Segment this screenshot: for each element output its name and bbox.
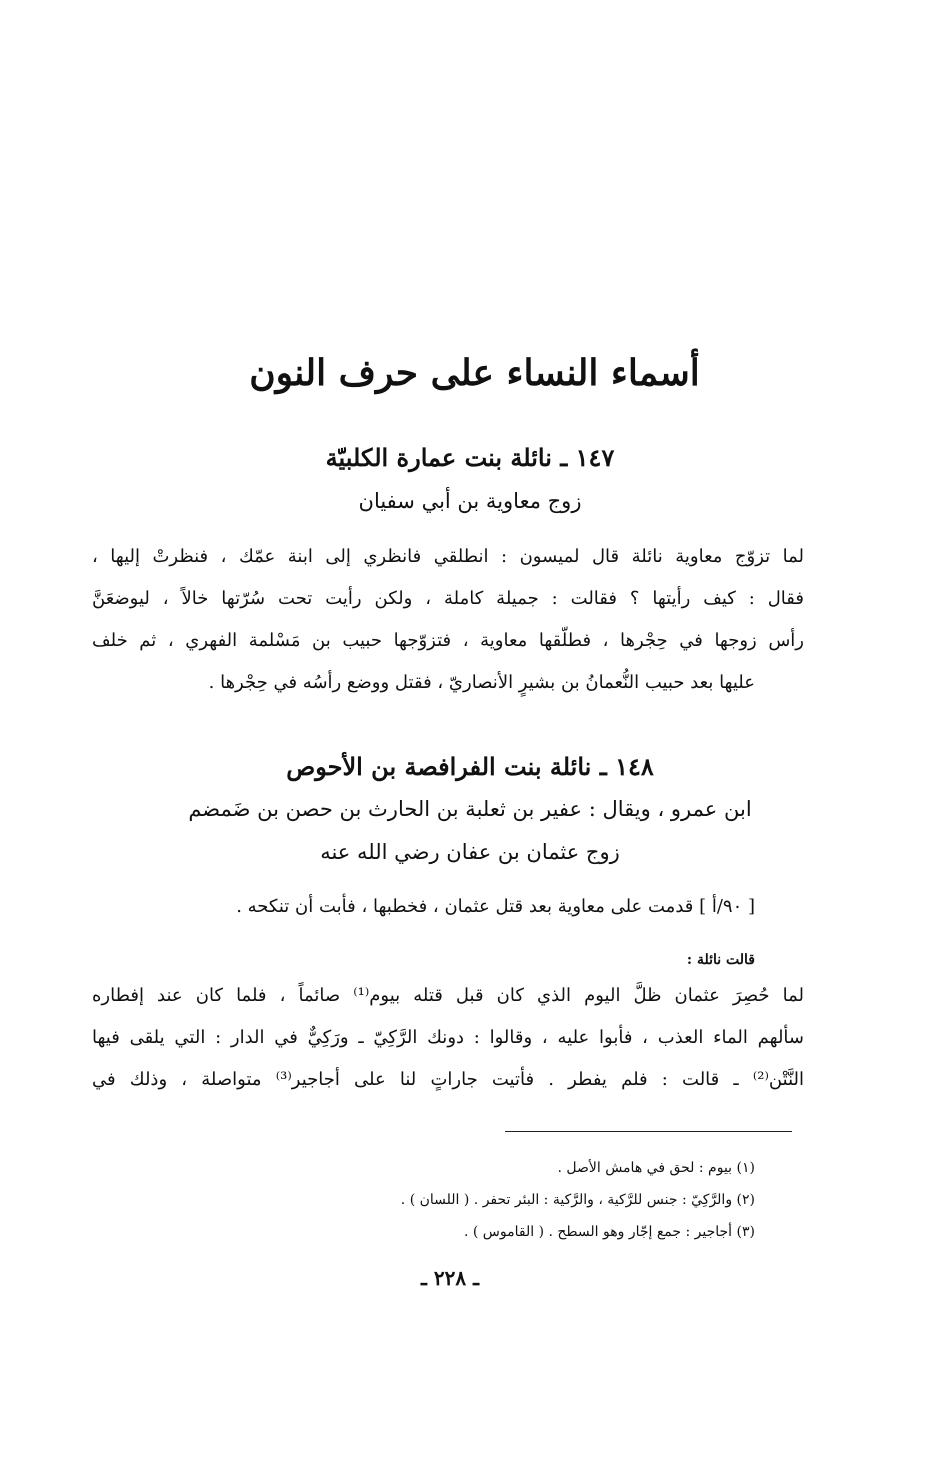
quote-line-3: النَّتْن⁽²⁾ ـ قالت : فلم يفطر . فأتيت جاراتٍ لنا على أجاجير⁽³⁾ متواصلة ، وذلك في (92, 1069, 804, 1090)
footnote-2: (٢) والرَّكِيّ : جنس للرَّكية ، والرَّكية : البئر تحفر . ( اللسان ) . (400, 1192, 755, 1208)
entry-heading-147: ١٤٧ ـ نائلة بنت عمارة الكلبيّة (325, 443, 615, 472)
entry-147-line-1: لما تزوّج معاوية نائلة قال لميسون : انطلقي فانظري إلى ابنة عمّك ، فنظرتْ إليها ، (92, 546, 804, 567)
quote-heading: قالت نائلة : (686, 952, 755, 968)
page-number: ـ ٢٢٨ ـ (421, 1266, 479, 1290)
entry-147-line-3: رأس زوجها في حِجْرها ، فطلّقها معاوية ، فتزوّجها حبيب بن مَسْلمة الفهري ، ثم خلف (92, 630, 804, 651)
entry-subtitle-148-line-1: ابن عمرو ، ويقال : عفير بن ثعلبة بن الحارث بن حصن بن ضَمضم (188, 797, 752, 821)
quote-line-2: سألهم الماء العذب ، فأبوا عليه ، وقالوا : دونك الرَّكِيّ ـ ورَكِيٌّ في الدار : التي يلقى فيها (92, 1027, 804, 1048)
quote-line-1: لما حُصِرَ عثمان ظلَّ اليوم الذي كان قبل قتله بيوم⁽¹⁾ صائماً ، فلما كان عند إفطاره (92, 985, 804, 1006)
entry-heading-148: ١٤٨ ـ نائلة بنت الفرافصة بن الأحوص (286, 752, 654, 781)
footnote-3: (٣) أجاجير : جمع إجّار وهو السطح . ( القاموس ) . (463, 1224, 755, 1240)
entry-subtitle-148-line-2: زوج عثمان بن عفان رضي الله عنه (320, 840, 620, 864)
footnote-1: (١) بيوم : لحق في هامش الأصل . (557, 1160, 755, 1176)
entry-subtitle-147: زوج معاوية بن أبي سفيان (358, 489, 582, 513)
entry-148-line-1: [ ٩٠/أ ] قدمت على معاوية بعد قتل عثمان ، فخطبها ، فأبت أن تنكحه . (236, 896, 755, 917)
footnote-separator (505, 1131, 792, 1132)
entry-147-line-2: فقال : كيف رأيتها ؟ فقالت : جميلة كاملة ، ولكن رأيت تحت سُرّتها خالاً ، ليوضعَنَّ (92, 588, 804, 609)
chapter-title: أسماء النساء على حرف النون (249, 352, 700, 394)
entry-147-line-4: عليها بعد حبيب النُّعمانُ بن بشيرٍ الأنصاريّ ، فقتل ووضع رأسُه في حِجْرها . (208, 672, 755, 693)
